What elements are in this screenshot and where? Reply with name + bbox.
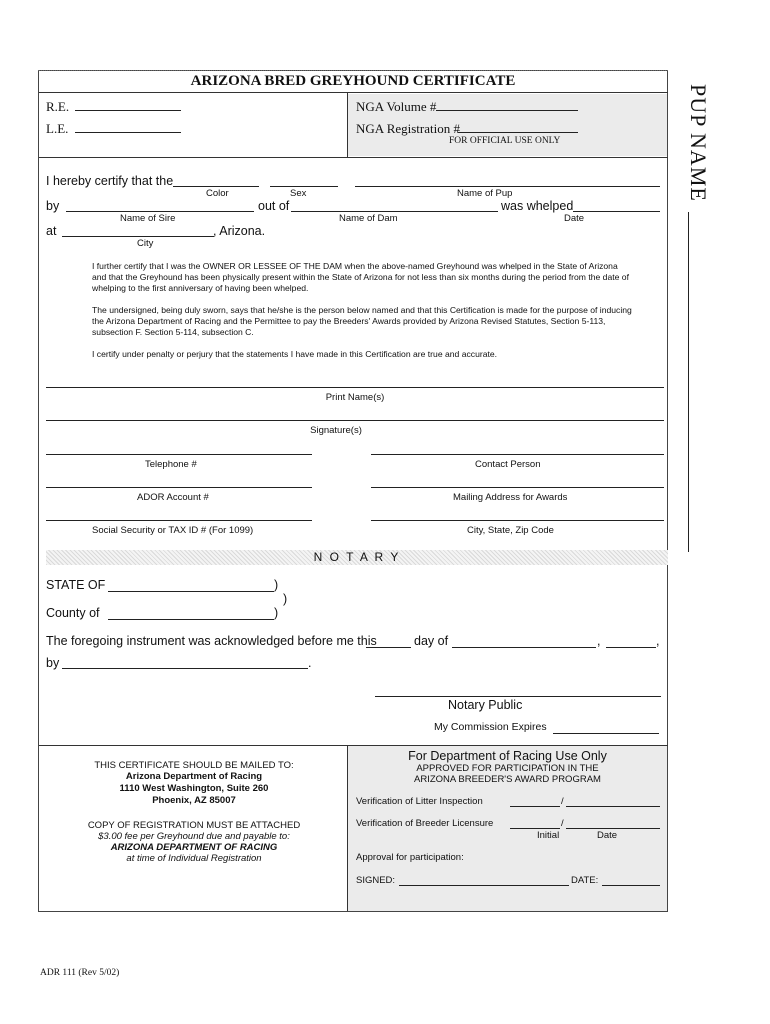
owner-certification-paragraph: I further certify that I was the OWNER OR LESSEE OF THE DAM when the above-named Greyhound was whelped in the State of Arizona and that the Greyhound has been physically present within the State of Arizona for not less than six months during the period from the date of whelping to the first anniversary of having been whelped. <box>92 261 629 294</box>
commission-label: My Commission Expires <box>434 721 547 733</box>
pup-name-side-label: PUP NAME <box>686 84 711 202</box>
year-comma: , <box>656 634 660 648</box>
le-field[interactable] <box>75 132 181 133</box>
sire-field[interactable] <box>66 211 254 212</box>
city-field[interactable] <box>62 236 214 237</box>
pup-name-field[interactable] <box>688 212 689 552</box>
by-label: by <box>46 199 60 213</box>
signed-date-field[interactable] <box>602 885 660 886</box>
whelped-label: was whelped <box>501 199 574 213</box>
whelped-date-field[interactable] <box>573 211 660 212</box>
breeder-date-field[interactable] <box>566 828 660 829</box>
city-state-zip-caption: City, State, Zip Code <box>467 525 554 536</box>
nga-registration-field[interactable] <box>458 132 578 133</box>
tax-id-caption: Social Security or TAX ID # (For 1099) <box>92 525 254 536</box>
notary-heading: N O T A R Y <box>313 550 401 564</box>
year-field[interactable] <box>606 647 656 648</box>
litter-date-field[interactable] <box>566 806 660 807</box>
signature-field[interactable] <box>46 420 664 421</box>
fee-note: $3.00 fee per Greyhound due and payable to: <box>98 831 290 842</box>
notary-public-caption: Notary Public <box>448 698 523 712</box>
notary-by-label: by <box>46 656 60 670</box>
signed-field[interactable] <box>399 885 569 886</box>
pup-caption: Name of Pup <box>457 188 513 199</box>
state-of-label: STATE OF <box>46 578 106 592</box>
month-field[interactable] <box>452 647 596 648</box>
telephone-caption: Telephone # <box>145 459 197 470</box>
nga-volume-label: NGA Volume # <box>356 99 437 114</box>
top-dotted-border <box>38 70 668 71</box>
official-use-note: FOR OFFICIAL USE ONLY <box>449 136 561 146</box>
registration-timing: at time of Individual Registration <box>126 853 262 864</box>
signed-label: SIGNED: <box>356 875 396 886</box>
contact-person-caption: Contact Person <box>475 459 541 470</box>
form-number: ADR 111 (Rev 5/02) <box>40 968 120 978</box>
sire-caption: Name of Sire <box>120 213 176 224</box>
arizona-label: , Arizona. <box>213 224 266 238</box>
middle-paren: ) <box>283 592 288 606</box>
mail-to-heading: THIS CERTIFICATE SHOULD BE MAILED TO: <box>94 760 294 771</box>
mailing-address-field[interactable] <box>371 487 664 488</box>
litter-slash: / <box>561 796 564 807</box>
header-divider-bottom <box>39 157 668 158</box>
month-comma: , <box>597 634 601 648</box>
acknowledged-by-field[interactable] <box>62 668 308 669</box>
re-field[interactable] <box>75 110 181 111</box>
color-field[interactable] <box>173 186 259 187</box>
mailing-address-caption: Mailing Address for Awards <box>453 492 568 503</box>
sex-caption: Sex <box>290 188 307 199</box>
header-divider-vertical <box>347 92 348 157</box>
penalty-statement: I certify under penalty or perjury that the statements I have made in this Certification are true and accurate. <box>92 349 498 359</box>
day-field[interactable] <box>366 647 411 648</box>
county-of-label: County of <box>46 606 100 620</box>
acknowledgement-text: The foregoing instrument was acknowledged before me this <box>46 634 377 648</box>
payable-to: ARIZONA DEPARTMENT OF RACING <box>110 842 278 853</box>
sex-field[interactable] <box>270 186 338 187</box>
day-of-label: day of <box>414 634 449 648</box>
approved-line-1: APPROVED FOR PARTICIPATION IN THE <box>416 763 599 774</box>
county-paren: ) <box>274 606 279 620</box>
state-of-field[interactable] <box>108 591 274 592</box>
commission-expires-field[interactable] <box>553 733 659 734</box>
at-label: at <box>46 224 57 238</box>
by-period: . <box>308 656 312 670</box>
mail-to-name: Arizona Department of Racing <box>125 771 263 782</box>
mail-to-city: Phoenix, AZ 85007 <box>152 795 236 806</box>
print-name-field[interactable] <box>46 387 664 388</box>
department-use-heading: For Department of Racing Use Only <box>408 749 607 763</box>
dam-caption: Name of Dam <box>339 213 398 224</box>
signed-date-label: DATE: <box>571 875 599 886</box>
signature-caption: Signature(s) <box>310 425 362 436</box>
pup-name-field-line[interactable] <box>355 186 660 187</box>
breeder-slash: / <box>561 818 564 829</box>
mail-to-street: 1110 West Washington, Suite 260 <box>119 783 269 794</box>
le-label: L.E. <box>46 121 69 136</box>
date-caption-dept: Date <box>597 830 618 841</box>
approval-label: Approval for participation: <box>356 852 464 863</box>
page-title: ARIZONA BRED GREYHOUND CERTIFICATE <box>190 73 516 89</box>
county-of-field[interactable] <box>108 619 274 620</box>
telephone-field[interactable] <box>46 454 312 455</box>
city-caption: City <box>137 238 154 249</box>
certify-prefix: I hereby certify that the <box>46 174 174 188</box>
copy-registration-note: COPY OF REGISTRATION MUST BE ATTACHED <box>87 820 301 831</box>
out-of-label: out of <box>258 199 290 213</box>
litter-initial-field[interactable] <box>510 806 560 807</box>
ador-account-field[interactable] <box>46 487 312 488</box>
tax-id-field[interactable] <box>46 520 312 521</box>
date-caption: Date <box>564 213 585 224</box>
print-name-caption: Print Name(s) <box>325 392 385 403</box>
approved-line-2: ARIZONA BREEDER'S AWARD PROGRAM <box>414 774 601 785</box>
re-label: R.E. <box>46 99 70 114</box>
title-divider <box>39 92 668 93</box>
city-state-zip-field[interactable] <box>371 520 664 521</box>
color-caption: Color <box>206 188 229 199</box>
nga-registration-label: NGA Registration # <box>356 121 460 136</box>
contact-person-field[interactable] <box>371 454 664 455</box>
initial-caption: Initial <box>537 830 560 841</box>
breeder-initial-field[interactable] <box>510 828 560 829</box>
state-paren: ) <box>274 578 279 592</box>
sworn-statement-paragraph: The undersigned, being duly sworn, says that he/she is the person below named and that this Certification is made for the purpose of inducing the Arizona Department of Racing and the Permittee to pay the Breeders' Awards provided by Arizona Revised Statutes, Section 5-113, subsection F. Section 5-114, subsection C. <box>92 305 632 338</box>
notary-signature-field[interactable] <box>375 696 661 697</box>
ador-account-caption: ADOR Account # <box>137 492 209 503</box>
dam-field[interactable] <box>291 211 498 212</box>
litter-inspection-label: Verification of Litter Inspection <box>356 796 483 807</box>
nga-volume-field[interactable] <box>436 110 578 111</box>
breeder-licensure-label: Verification of Breeder Licensure <box>356 818 494 829</box>
